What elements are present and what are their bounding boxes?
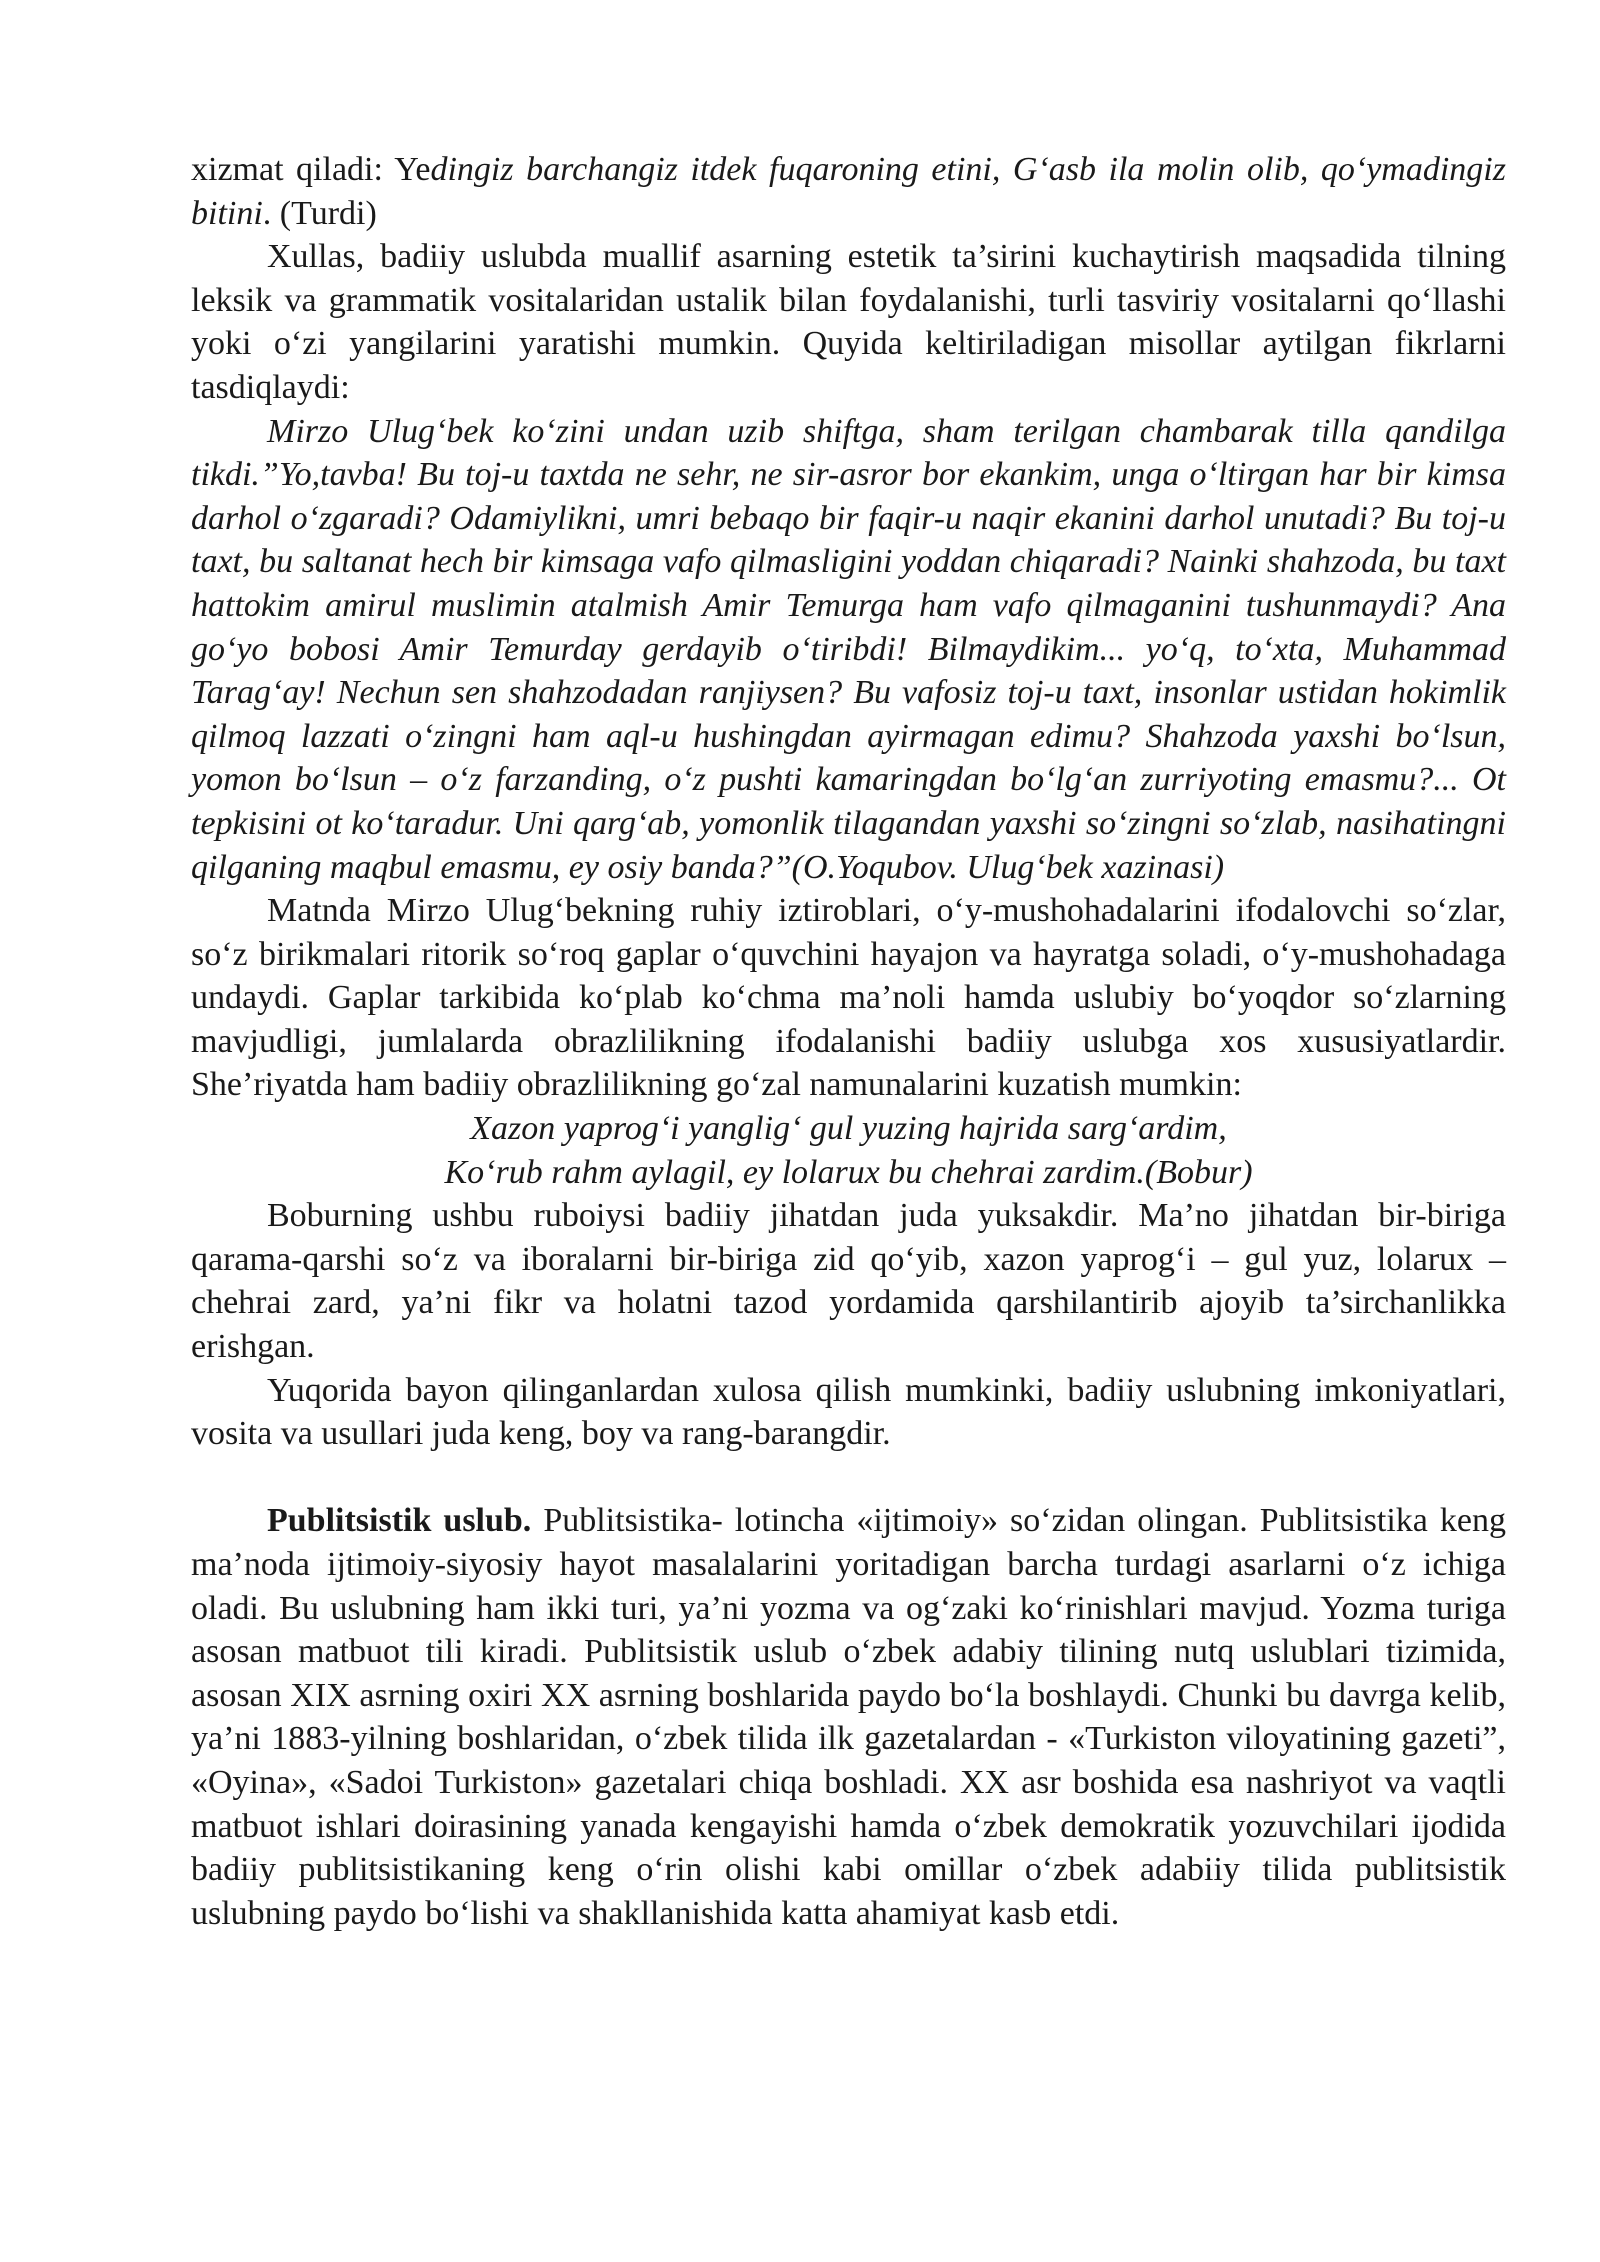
publitsistik-text: Publitsistika- lotincha «ijtimoiy» so‘zidan olingan. Publitsistika keng ma’noda ijtimoiy-siyosiy hayot masalalarini yoritadigan barcha turdagi asarlarni o‘z ichiga oladi. Bu uslubning ham ikki turi, ya’ni yozma va og‘zaki ko‘rinishlari mavjud. Yozma turiga asosan matbuot tili kiradi. Publitsistik uslub o‘zbek adabiy tilining nutq uslublari tizimida, asosan XIX asrning oxiri XX asrning boshlarida paydo bo‘la boshlaydi. Chunki bu davrga kelib, ya’ni 1883-yilning boshlaridan, o‘zbek tilida ilk gazetalardan - «Turkiston viloyatining gazeti”, «Oyina», «Sadoi Turkiston» gazetalari chiqa boshladi. XX asr boshida esa nashriyot va vaqtli matbuot ishlari doirasining yanada kengayishi hamda o‘zbek demokratik yozuvchilari ijodida badiiy publitsistikaning keng o‘rin olishi kabi omillar o‘zbek adabiiy tilida publitsistik uslubning paydo bo‘lishi va shakllanishida katta ahamiyat kasb etdi. <box>191 1502 1506 1932</box>
paragraph-conclusion: Yuqorida bayon qilinganlardan xulosa qilish mumkinki, badiiy uslubning imkoniyatlari, vosita va usullari juda keng, boy va rang-barangdir. <box>191 1371 1506 1453</box>
turdi-verse-quote: dingiz barchangiz itdek fuqaroning etini, G‘asb ila molin olib, qo‘ymadingiz bitini <box>191 151 1506 232</box>
bobur-poem <box>191 1107 1506 1194</box>
paragraph-spacer <box>191 1456 1506 1500</box>
paragraph-ulugbek-excerpt: Mirzo Ulug‘bek ko‘zini undan uzib shiftga, sham terilgan chambarak tilla qandilga tikdi.”Yo,tavba! Bu toj-u taxtda ne sehr, ne sir-asror bor ekankim, unga o‘ltirgan har bir kimsa darhol o‘zgaradi? Odamiylikni, umri bebaqo bir faqir-u naqir ekanini darhol unutadi? Bu toj-u taxt, bu saltanat hech bir kimsaga vafo qilmasligini yoddan chiqaradi? Nainki shahzoda, bu taxt hattokim amirul muslimin atalmish Amir Temurga ham vafo qilmaganini tushunmaydi? Ana go‘yo bobosi Amir Temurday gerdayib o‘tiribdi! Bilmaydikim... yo‘q, to‘xta, Muhammad Tarag‘ay! Nechun sen shahzodadan ranjiysen? Bu vafosiz toj-u taxt, insonlar ustidan hokimlik qilmoq lazzati o‘zingni ham aql-u hushingdan ayirmagan edimu? Shahzoda yaxshi bo‘lsun, yomon bo‘lsun – o‘z farzanding, o‘z pushti kamaringdan bo‘lg‘an zurriyoting emasmu?... Ot tepkisini ot ko‘taradur. Uni qarg‘ab, yomonlik tilagandan yaxshi so‘zingni so‘zlab, nasihatingni qilganing maqbul emasmu, ey osiy banda?”(O.Yoqubov. Ulug‘bek xazinasi) <box>191 412 1506 886</box>
quote-attribution: . (Turdi) <box>262 194 377 232</box>
paragraph-turdi-quote <box>191 148 1506 235</box>
paragraph-lead: xizmat qiladi: Ye <box>191 151 431 188</box>
poem-line-1: Xazon yaprog‘i yanglig‘ gul yuzing hajrida sarg‘ardim, <box>470 1110 1227 1148</box>
document-page <box>191 148 1506 1935</box>
section-heading-publitsistik: Publitsistik uslub. <box>267 1502 532 1540</box>
poem-line-2: Ko‘rub rahm aylagil, ey lolarux bu chehrai zardim.(Bobur) <box>444 1153 1253 1191</box>
paragraph-badiiy-summary: Xullas, badiiy uslubda muallif asarning estetik ta’sirini kuchaytirish maqsadida tilning leksik va grammatik vositalaridan ustalik bilan foydalanishi, turli tasviriy vositalarni qo‘llashi yoki o‘zi yangilarini yaratishi mumkin. Quyida keltiriladigan misollar aytilgan fikrlarni tasdiqlaydi: <box>191 238 1506 406</box>
paragraph-text-analysis: Matnda Mirzo Ulug‘bekning ruhiy iztiroblari, o‘y-mushohadalarini ifodalovchi so‘zlar, so‘z birikmalari ritorik so‘roq gaplar o‘quvchini hayajon va hayratga soladi, o‘y-mushohadaga undaydi. Gaplar tarkibida ko‘plab ko‘chma ma’noli hamda uslubiy bo‘yoqdor so‘zlarning mavjudligi, jumlalarda obrazlilikning ifodalanishi badiiy uslubga xos xususiyatlardir. She’riyatda ham badiiy obrazlilikning go‘zal namunalarini kuzatish mumkin: <box>191 892 1506 1104</box>
paragraph-bobur-analysis: Boburning ushbu ruboiysi badiiy jihatdan juda yuksakdir. Ma’no jihatdan bir-biriga qarama-qarshi so‘z va iboralarni bir-biriga zid qo‘yib, xazon yaprog‘i – gul yuz, lolarux – chehrai zard, ya’ni fikr va holatni tazod yordamida qarshilantirib ajoyib ta’sirchanlikka erishgan. <box>191 1197 1506 1366</box>
paragraph-publitsistik <box>191 1499 1506 1935</box>
